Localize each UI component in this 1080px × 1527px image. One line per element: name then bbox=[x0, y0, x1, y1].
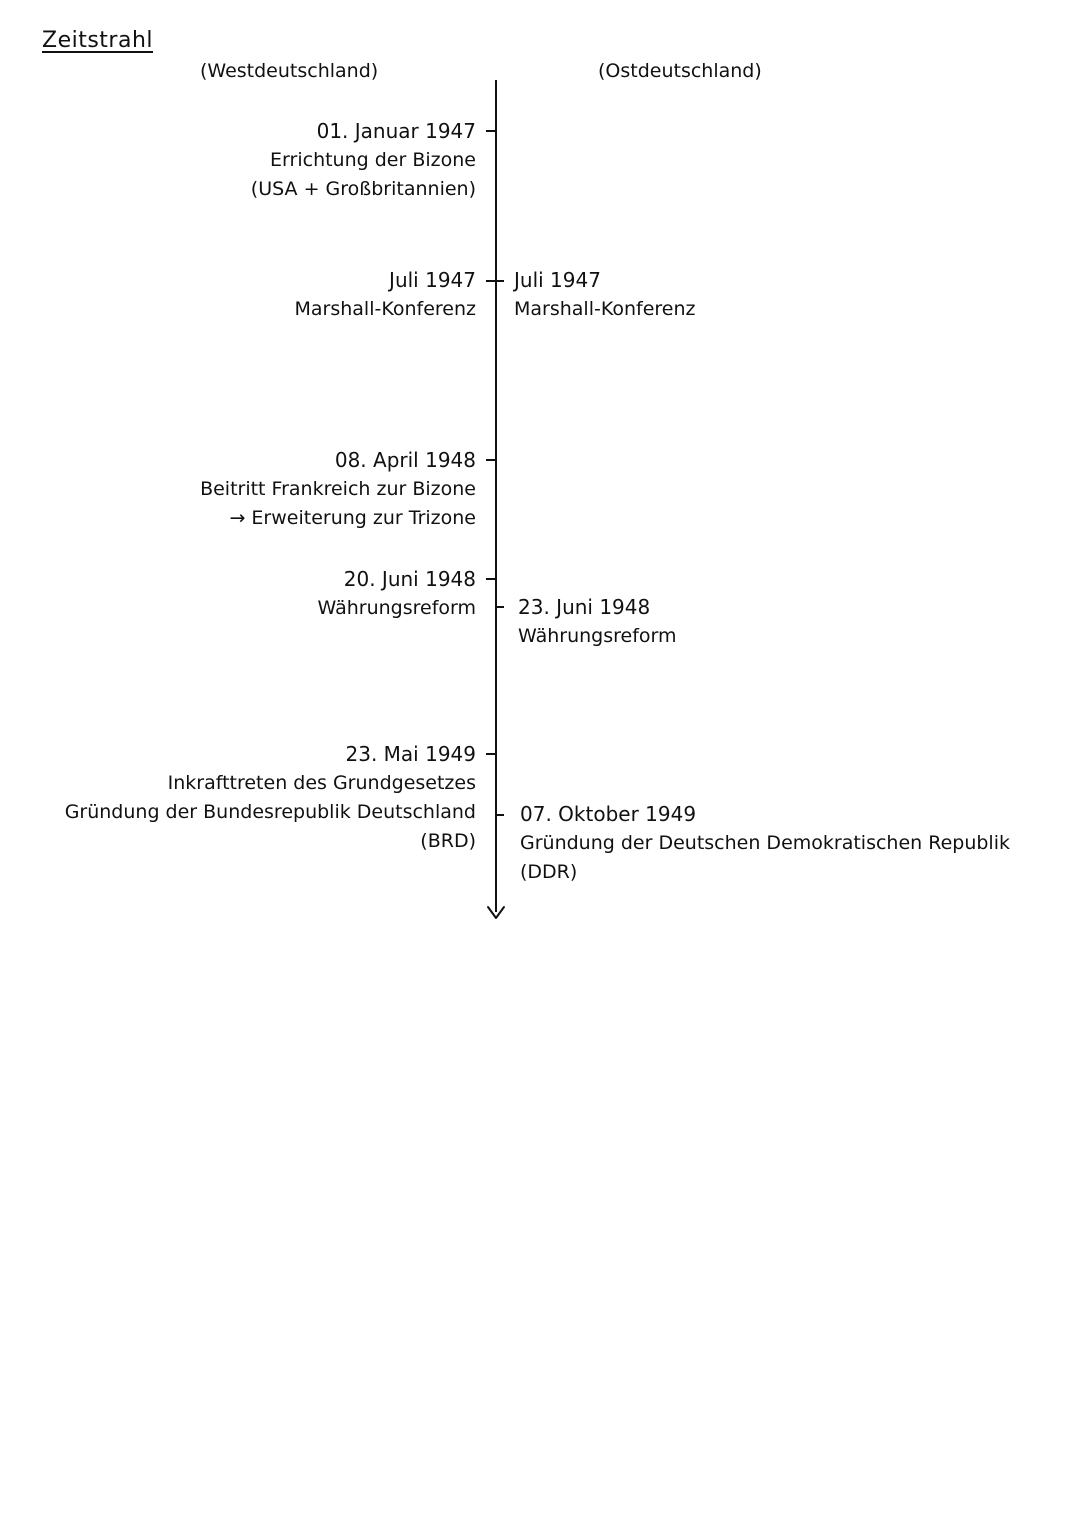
tick-east-1948-06 bbox=[496, 606, 504, 608]
event-date: 08. April 1948 bbox=[334, 448, 476, 472]
west-event-waehrungsreform bbox=[318, 565, 477, 623]
event-text: Gründung der Deutschen Demokratischen Republik bbox=[520, 832, 1010, 854]
event-date: 07. Oktober 1949 bbox=[520, 802, 697, 826]
event-text: Inkrafttreten des Grundgesetzes bbox=[167, 772, 476, 794]
tick-east-1949-10 bbox=[496, 814, 504, 816]
west-event-brd bbox=[65, 740, 476, 856]
event-text: Währungsreform bbox=[518, 625, 677, 647]
event-text: → Erweiterung zur Trizone bbox=[229, 507, 476, 529]
east-event-marshall bbox=[514, 266, 696, 324]
west-event-bizone bbox=[251, 117, 476, 204]
event-text: Marshall-Konferenz bbox=[514, 298, 696, 320]
timeline-axis bbox=[495, 80, 497, 912]
tick-west-1948-04 bbox=[486, 459, 496, 461]
event-text: (DDR) bbox=[520, 861, 578, 883]
event-text: Beitritt Frankreich zur Bizone bbox=[200, 478, 476, 500]
west-event-trizone bbox=[200, 446, 476, 533]
page-title: Zeitstrahl bbox=[42, 28, 154, 53]
event-text: Währungsreform bbox=[317, 597, 476, 619]
event-date: 20. Juni 1948 bbox=[343, 567, 476, 591]
tick-west-1949-05 bbox=[486, 753, 496, 755]
tick-west-1948-06 bbox=[486, 578, 496, 580]
event-date: 23. Mai 1949 bbox=[345, 742, 476, 766]
tick-west-1947-01 bbox=[486, 130, 496, 132]
event-date: Juli 1947 bbox=[514, 268, 601, 292]
event-text: Marshall-Konferenz bbox=[294, 298, 476, 320]
west-event-marshall bbox=[294, 266, 476, 324]
east-event-ddr bbox=[520, 800, 1010, 887]
east-event-waehrungsreform bbox=[518, 593, 677, 651]
event-date: 23. Juni 1948 bbox=[518, 595, 651, 619]
column-label-east: (Ostdeutschland) bbox=[598, 60, 762, 82]
event-text: Gründung der Bundesrepublik Deutschland bbox=[64, 801, 476, 823]
event-date: Juli 1947 bbox=[389, 268, 476, 292]
timeline-arrow-icon bbox=[486, 905, 506, 921]
tick-both-1947-07 bbox=[486, 280, 504, 282]
event-text: (BRD) bbox=[420, 830, 476, 852]
event-date: 01. Januar 1947 bbox=[316, 119, 476, 143]
column-label-west: (Westdeutschland) bbox=[200, 60, 379, 82]
event-text: (USA + Großbritannien) bbox=[250, 178, 476, 200]
event-text: Errichtung der Bizone bbox=[270, 149, 476, 171]
